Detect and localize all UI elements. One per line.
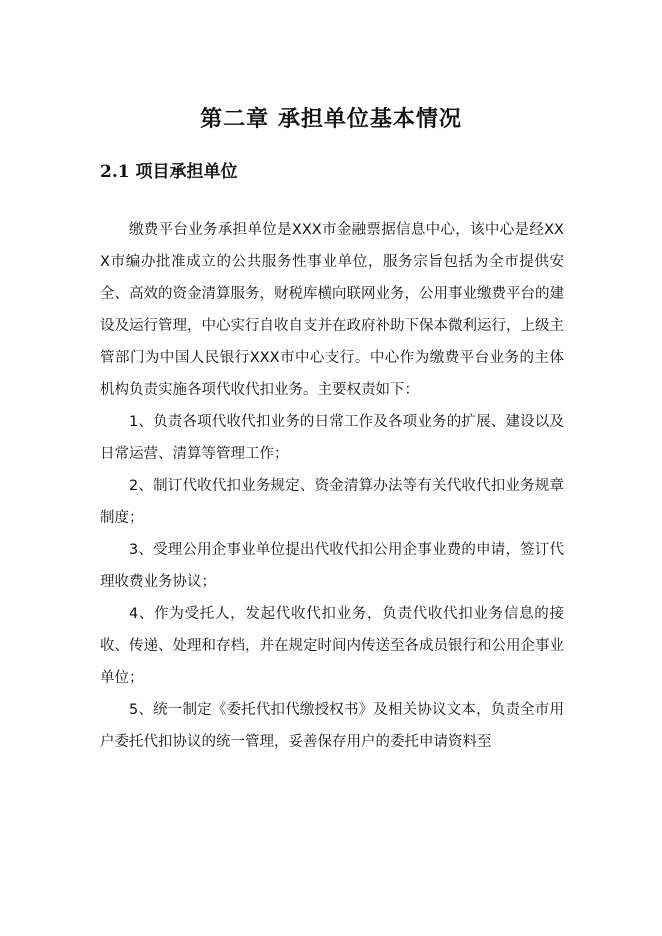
body-text xyxy=(100,214,564,758)
intro-paragraph: 缴费平台业务承担单位是XXX市金融票据信息中心，该中心是经XXX市编办批准成立的公共服务性事业单位，服务宗旨包括为全市提供安全、高效的资金清算服务，财税库横向联网业务，公用事业缴费平台的建设及运行管理，中心实行自收自支并在政府补助下保本微利运行，上级主管部门为中国人民银行XXX市中心支行。中心作为缴费平台业务的主体机构负责实施各项代收代扣业务。主要权责如下： xyxy=(100,222,564,398)
duty-item-1: 1、负责各项代收代扣业务的日常工作及各项业务的扩展、建设以及日常运营、清算等管理工作； xyxy=(100,414,564,462)
duty-item-3: 3、受理公用企事业单位提出代收代扣公用企事业费的申请，签订代理收费业务协议； xyxy=(100,542,564,590)
section-title: 2.1 项目承担单位 xyxy=(100,162,238,182)
duty-item-2: 2、制订代收代扣业务规定、资金清算办法等有关代收代扣业务规章制度； xyxy=(100,478,564,526)
chapter-title: 第二章 承担单位基本情况 xyxy=(200,106,462,132)
duty-item-5: 5、统一制定《委托代扣代缴授权书》及相关协议文本，负责全市用户委托代扣协议的统一管理，妥善保存用户的委托申请资料至 xyxy=(100,702,564,750)
duty-item-4: 4、作为受托人，发起代收代扣业务，负责代收代扣业务信息的接收、传递、处理和存档，并在规定时间内传送至各成员银行和公用企事业单位； xyxy=(100,606,564,686)
